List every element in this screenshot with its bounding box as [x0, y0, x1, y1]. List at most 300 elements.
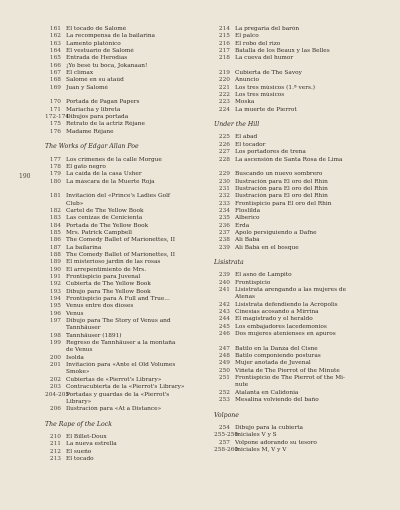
entry-title: Dos mujeres atenienses en apuros: [235, 331, 336, 338]
entry-title: Ilustración para El oro del Rhin: [235, 185, 328, 192]
index-entry: [45, 362, 210, 369]
entry-title: Lamento platónico: [66, 40, 121, 47]
index-entry: [214, 179, 394, 186]
index-entry: [214, 77, 394, 84]
index-entry: [45, 377, 210, 384]
entry-title: Batilo componiendo posturas: [235, 353, 321, 360]
section-heading: Lisistrata: [214, 258, 244, 266]
index-entry: [214, 26, 394, 33]
entry-title: Iniciales V y S: [235, 432, 277, 439]
entry-number: [45, 347, 66, 354]
index-entry: [45, 456, 210, 463]
entry-title: El vestuario de Salomé: [66, 48, 134, 55]
entry-number: 229: [218, 171, 230, 178]
entry-title: La ascensión de Santa Rosa de Lima: [235, 156, 343, 163]
index-entry: [214, 272, 394, 279]
index-entry: [45, 121, 210, 128]
entry-title: Dibujos para portada: [66, 114, 129, 121]
index-entry: [45, 114, 210, 121]
entry-title: La pregaria del barón: [235, 26, 300, 32]
entry-title: Frontispicio: [235, 279, 271, 286]
index-entry: [45, 223, 210, 230]
entry-title: Dibujo para The Yellow Book: [66, 288, 151, 295]
entry-number: 166: [49, 62, 61, 69]
index-entry: [214, 346, 394, 353]
entry-title: Los portadores de trena: [235, 149, 306, 156]
spacer: [214, 63, 394, 70]
entry-number: 171: [49, 106, 61, 113]
entry-number: 213: [49, 455, 61, 462]
index-entry: [45, 340, 210, 347]
entry-title: Juan y Salomé: [66, 84, 108, 91]
entry-number: 242: [218, 301, 230, 308]
entry-title: Entrada de Herodías: [66, 55, 128, 62]
index-entry: [45, 77, 210, 84]
entry-title: La caída de la casa Usher: [66, 171, 142, 178]
entry-number: 230: [218, 178, 230, 185]
index-entry: [45, 281, 210, 288]
index-entry: [214, 223, 394, 230]
entry-number: 237: [218, 229, 230, 236]
index-entry: [45, 259, 210, 266]
entry-number: 183: [49, 215, 61, 222]
entry-title: El tocador: [235, 141, 266, 148]
entry-title: Erda: [235, 222, 250, 229]
entry-title: Venus entre dos dioses: [66, 303, 134, 310]
index-entry: [45, 325, 210, 332]
section-heading: The Rape of the Lock: [45, 420, 112, 428]
index-entry: [214, 324, 394, 331]
index-entry: [45, 311, 210, 318]
entry-number: 222: [218, 92, 230, 99]
index-entry: [214, 85, 394, 92]
entry-number: 185: [49, 229, 61, 236]
entry-number: 235: [218, 215, 230, 222]
entry-number: 249: [218, 360, 230, 367]
index-entry: [214, 201, 394, 208]
index-entry: [45, 252, 210, 259]
index-entry: [214, 142, 394, 149]
entry-number: 182: [49, 207, 61, 214]
index-entry: [214, 316, 394, 323]
index-entry: [214, 70, 394, 77]
entry-number: 176: [49, 128, 61, 135]
entry-number: 197: [49, 318, 61, 325]
entry-number: [45, 369, 66, 376]
index-entry: [214, 302, 394, 309]
index-entry: [45, 171, 210, 178]
entry-title: Alí Babá en el bosque: [235, 244, 299, 251]
entry-number: 196: [49, 310, 61, 317]
entry-number: [214, 382, 235, 389]
index-entry: [45, 70, 210, 77]
entry-number: 189: [49, 259, 61, 266]
entry-title: El clímax: [66, 70, 94, 77]
entry-number: 212: [49, 448, 61, 455]
entry-title: El tocado de Salomé: [66, 26, 127, 32]
entry-title: Alberico: [235, 215, 260, 222]
index-entry: [45, 369, 210, 376]
index-entry: [45, 318, 210, 325]
entry-number: 177: [49, 156, 61, 163]
entry-number: [45, 399, 66, 406]
index-entry: [214, 309, 394, 316]
section-heading: Under the Hill: [214, 121, 260, 129]
entry-title: Invitación del «Prince's Ladies Golf: [66, 193, 171, 200]
index-entry: [214, 99, 394, 106]
entry-number: 253: [218, 397, 230, 404]
entry-number: 215: [218, 33, 230, 40]
entry-number: 199: [49, 340, 61, 347]
index-entry: [214, 245, 394, 252]
entry-number: 179: [49, 171, 61, 178]
entry-title: Cartel de The Yellow Book: [66, 207, 144, 214]
index-entry: [214, 92, 394, 99]
entry-title: El magistrado y el heraldo: [235, 316, 313, 323]
index-entry: [214, 447, 394, 454]
entry-number: 232: [218, 193, 230, 200]
entry-title: Lisistrata defendiendo la Acrópolis: [235, 301, 338, 308]
entry-title: Lisistrata arengando a las mujeres de: [235, 287, 347, 293]
entry-title: El Billet-Doux: [66, 433, 107, 440]
entry-number: 245: [218, 323, 230, 330]
entry-number: 165: [49, 55, 61, 62]
index-entry: [45, 384, 210, 391]
entry-title: Tannhäuser: [66, 325, 101, 332]
entry-title: La cueva del humor: [235, 55, 294, 62]
entry-number: 236: [218, 222, 230, 229]
entry-number: 203: [49, 384, 61, 391]
entry-number: 216: [218, 40, 230, 47]
entry-title: Retrato de la actriz Réjane: [66, 121, 145, 128]
index-entry: [45, 399, 210, 406]
entry-title: Moska: [235, 99, 255, 106]
index-entry: [214, 55, 394, 62]
spacer: [214, 164, 394, 171]
entry-number: 225: [218, 134, 230, 141]
entry-title: Los embajadores lacedemonios: [235, 323, 327, 330]
index-entry: [45, 333, 210, 340]
entry-number: 250: [218, 367, 230, 374]
entry-title: Frontispicio de The Pierrot of the Mi-: [235, 375, 345, 382]
index-column-left: [45, 26, 210, 463]
entry-title: Atenas: [235, 294, 256, 301]
entry-title: Contracubierta de la «Pierrot's Library»: [66, 384, 185, 391]
index-column-right: [214, 26, 394, 454]
entry-number: 187: [49, 244, 61, 251]
entry-number: 244: [218, 316, 230, 323]
entry-number: 190: [49, 266, 61, 273]
entry-title: Dibujo para The Story of Venus and: [66, 318, 171, 325]
entry-title: El asno de Lampito: [235, 272, 292, 279]
index-entry: [45, 179, 210, 186]
entry-number: 170: [49, 99, 61, 106]
index-entry: [45, 55, 210, 62]
entry-number: 227: [218, 149, 230, 156]
index-entry: [214, 360, 394, 367]
entry-number: 257: [218, 439, 230, 446]
entry-title: Library»: [66, 398, 92, 405]
entry-number: 240: [218, 279, 230, 286]
index-entry: [214, 294, 394, 301]
index-entry: [45, 434, 210, 441]
entry-title: Isolda: [66, 354, 84, 361]
index-entry: [45, 99, 210, 106]
entry-number: 195: [49, 303, 61, 310]
entry-number: 161: [49, 26, 61, 32]
entry-title: Buscando un nuevo sombrero: [235, 171, 323, 178]
entry-title: La nueva estrella: [66, 441, 117, 448]
entry-number: 231: [218, 185, 230, 192]
entry-title: Invitación para «Ante el Old Volumes: [66, 362, 176, 369]
index-entry: [214, 230, 394, 237]
entry-number: 163: [49, 40, 61, 47]
entry-number: 233: [218, 200, 230, 207]
entry-title: The Comedy Ballet of Marionettes, II: [66, 237, 176, 244]
index-entry: [214, 193, 394, 200]
index-entry: [45, 296, 210, 303]
entry-title: El abad: [235, 134, 258, 141]
margin-page-number: 190: [19, 173, 31, 180]
index-entry: [45, 41, 210, 48]
entry-number: 218: [218, 55, 230, 62]
index-entry: [45, 208, 210, 215]
section-heading: Volpone: [214, 411, 239, 419]
index-entry: [214, 149, 394, 156]
entry-number: 200: [49, 354, 61, 361]
entry-number: 184: [49, 222, 61, 229]
entry-number: 220: [218, 77, 230, 84]
entry-title: Frontispicio para Juvenal: [66, 274, 141, 280]
entry-title: Smoke»: [66, 369, 90, 376]
entry-number: 202: [49, 376, 61, 383]
entry-number: 246: [218, 331, 230, 338]
entry-title: Los crímenes de la calle Morgue: [66, 156, 162, 163]
entry-title: Salomé en su ataúd: [66, 77, 124, 84]
entry-number: 211: [49, 441, 61, 448]
entry-number: 210: [49, 433, 61, 440]
index-entry: [214, 237, 394, 244]
entry-title: Portada de The Yellow Book: [66, 222, 149, 229]
entry-title: El sueño: [66, 448, 92, 455]
entry-title: Cubierta de The Savoy: [235, 70, 302, 77]
entry-number: 223: [218, 99, 230, 106]
entry-title: Viñeta de The Pierrot of the Minute: [235, 367, 340, 374]
entry-number: 238: [218, 237, 230, 244]
entry-number: 217: [218, 48, 230, 55]
spacer: [45, 92, 210, 99]
entry-title: ¡Yo besé tu boca, Jokanaan!: [66, 62, 148, 69]
entry-number: 239: [218, 244, 230, 251]
index-entry: [214, 425, 394, 432]
entry-title: Tannhäuser (1891): [66, 332, 122, 339]
spacer: [45, 186, 210, 193]
entry-number: 228: [218, 156, 230, 163]
index-entry: [214, 186, 394, 193]
index-entry: [45, 107, 210, 114]
index-entry: [45, 406, 210, 413]
index-entry: [45, 164, 210, 171]
entry-number: 234: [218, 207, 230, 214]
entry-number: [214, 294, 235, 301]
entry-number: 258-260: [214, 446, 239, 453]
index-entry: [214, 157, 394, 164]
entry-title: Mesalina volviendo del baño: [235, 397, 319, 404]
index-entry: [214, 280, 394, 287]
entry-title: Portadas y guardas de la «Pierrot's: [66, 391, 170, 398]
entry-number: 254: [218, 424, 230, 431]
entry-number: 239: [218, 272, 230, 279]
index-entry: [214, 397, 394, 404]
entry-number: 247: [218, 345, 230, 352]
index-entry: [214, 171, 394, 178]
entry-number: 251: [218, 375, 230, 382]
entry-number: 221: [218, 84, 230, 91]
index-entry: [45, 230, 210, 237]
entry-title: Apolo persiguiendo a Dafne: [235, 229, 317, 236]
index-entry: [45, 355, 210, 362]
entry-title: Volpone adorando su tesoro: [235, 439, 317, 446]
entry-number: 206: [49, 406, 61, 413]
index-entry: [45, 26, 210, 33]
entry-number: 191: [49, 274, 61, 280]
entry-number: 178: [49, 163, 61, 170]
entry-number: 198: [49, 332, 61, 339]
entry-title: Iniciales M, V y V: [235, 446, 287, 453]
entry-number: 248: [218, 353, 230, 360]
entry-title: Las cenizas de Cenicienta: [66, 215, 143, 222]
index-entry: [45, 303, 210, 310]
entry-title: Ilustración para El oro del Rhin: [235, 193, 328, 200]
index-entry: [45, 157, 210, 164]
entry-number: 164: [49, 48, 61, 55]
index-entry: [214, 331, 394, 338]
index-entry: [214, 432, 394, 439]
entry-number: 201: [49, 362, 61, 369]
entry-number: 204-205: [45, 391, 70, 398]
entry-number: 175: [49, 121, 61, 128]
index-entry: [45, 129, 210, 136]
entry-number: 224: [218, 106, 230, 113]
entry-number: 180: [49, 178, 61, 185]
index-entry: [214, 368, 394, 375]
entry-title: La bailarina: [66, 244, 102, 251]
entry-title: Frontispicio para El oro del Rhin: [235, 200, 332, 207]
entry-title: Anuncio: [235, 77, 259, 84]
entry-number: 186: [49, 237, 61, 244]
entry-title: nute: [235, 382, 249, 389]
index-entry: [45, 245, 210, 252]
entry-title: Batilo en la Danza del Cisne: [235, 345, 318, 352]
entry-title: Club»: [66, 200, 84, 207]
index-entry: [214, 134, 394, 141]
entry-number: 255-256: [214, 432, 239, 439]
entry-title: Venus: [66, 310, 84, 317]
entry-number: 192: [49, 281, 61, 288]
entry-number: [45, 201, 66, 208]
index-entry: [45, 63, 210, 70]
index-entry: [214, 107, 394, 114]
index-entry: [45, 347, 210, 354]
entry-title: El tocado: [66, 455, 94, 462]
index-entry: [45, 267, 210, 274]
index-entry: [214, 390, 394, 397]
index-entry: [214, 353, 394, 360]
index-entry: [45, 289, 210, 296]
index-entry: [45, 392, 210, 399]
entry-number: 181: [49, 193, 61, 200]
entry-number: 162: [49, 33, 61, 40]
entry-title: Los tres músicos (1.ª vers.): [235, 84, 316, 91]
entry-title: Ilustración para El oro del Rhin: [235, 178, 328, 185]
entry-number: 172-174: [45, 114, 70, 121]
entry-number: 194: [49, 296, 61, 303]
entry-title: El robo del rizo: [235, 40, 281, 47]
index-entry: [45, 193, 210, 200]
index-entry: [214, 208, 394, 215]
entry-title: Dibujo para la cubierta: [235, 424, 303, 431]
entry-number: 252: [218, 389, 230, 396]
spacer: [214, 338, 394, 345]
entry-title: Mrs. Patrick Campbell: [66, 229, 132, 236]
entry-title: El palco: [235, 33, 259, 40]
entry-title: Batalla de los Beaux y las Belles: [235, 48, 330, 55]
entry-title: Portada de Pagan Papers: [66, 99, 140, 106]
entry-number: 226: [218, 141, 230, 148]
entry-title: Regreso de Tannhäuser a la montaña: [66, 340, 176, 347]
index-entry: [45, 33, 210, 40]
index-entry: [45, 48, 210, 55]
entry-title: El misterioso jardín de las rosas: [66, 259, 161, 266]
entry-title: Ilustración para «At a Distance»: [66, 406, 162, 413]
entry-title: El arrepentimiento de Mrs.: [66, 266, 147, 273]
entry-number: 243: [218, 309, 230, 316]
index-entry: [214, 382, 394, 389]
index-entry: [214, 215, 394, 222]
index-entry: [45, 237, 210, 244]
index-entry: [45, 201, 210, 208]
entry-title: Madame Réjane: [66, 128, 114, 135]
entry-title: Los tres músicos: [235, 92, 285, 99]
entry-number: 241: [218, 287, 230, 293]
entry-title: La recompensa de la bailarina: [66, 33, 156, 40]
index-entry: [214, 440, 394, 447]
index-entry: [214, 375, 394, 382]
entry-number: 193: [49, 288, 61, 295]
index-entry: [45, 441, 210, 448]
entry-title: Atalanta en Calidonia: [235, 389, 299, 396]
entry-number: 167: [49, 70, 61, 77]
index-entry: [45, 215, 210, 222]
entry-number: 168: [49, 77, 61, 84]
entry-title: Mariacha y libreta: [66, 106, 121, 113]
index-entry: [214, 33, 394, 40]
entry-title: Cinesias acosando a Mirrina: [235, 309, 319, 316]
entry-number: 188: [49, 251, 61, 258]
index-entry: [45, 85, 210, 92]
index-entry: [45, 274, 210, 281]
entry-number: 169: [49, 84, 61, 91]
entry-title: Frontispicio para A Full and True...: [66, 296, 170, 303]
entry-title: Floslilda: [235, 207, 261, 214]
entry-number: [45, 325, 66, 332]
entry-title: La máscara de la Muerte Roja: [66, 178, 155, 185]
entry-title: The Comedy Ballet of Marionettes, II: [66, 251, 176, 258]
entry-title: Alí Babá: [235, 237, 260, 244]
entry-title: Cubierta de The Yellow Book: [66, 281, 151, 288]
entry-title: de Venus: [66, 347, 93, 354]
entry-title: Mujer anotada de Juvenal: [235, 360, 311, 367]
